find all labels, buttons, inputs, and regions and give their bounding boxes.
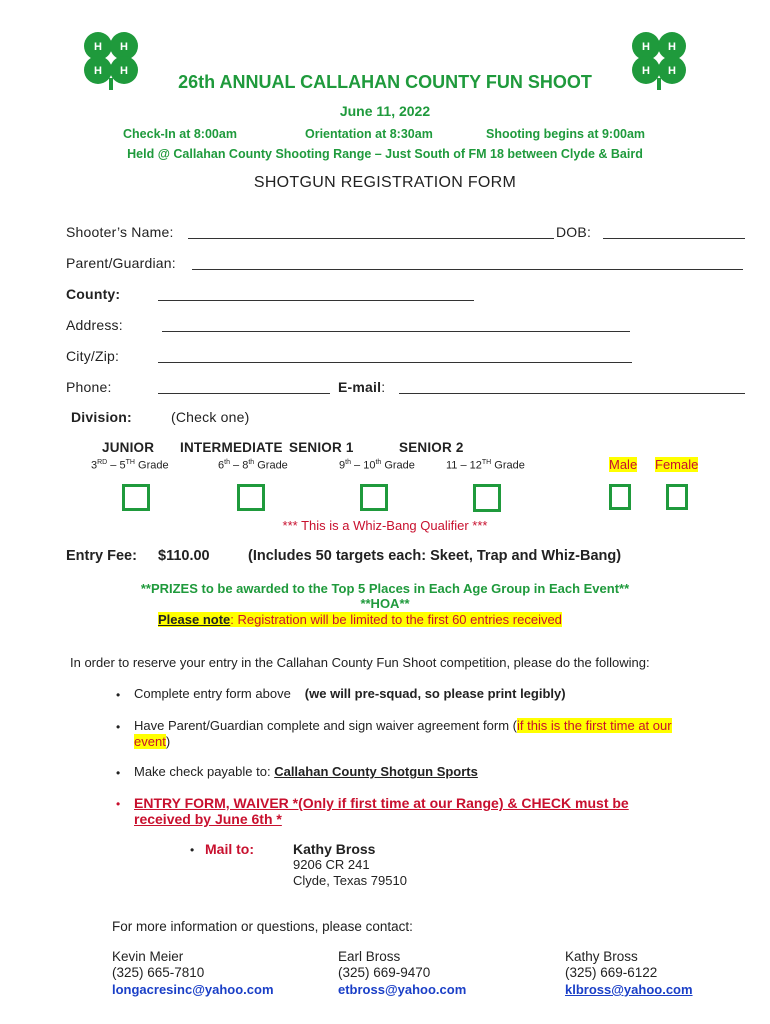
bullet-icon: • (116, 797, 121, 811)
svg-text:H: H (642, 41, 650, 53)
instruction-1-text: Complete entry form above (134, 686, 291, 701)
svg-text:H: H (94, 41, 102, 53)
contact-name: Kathy Bross (565, 949, 638, 964)
svg-text:H: H (642, 65, 650, 77)
intermediate-checkbox[interactable] (237, 484, 265, 511)
parent-field[interactable] (192, 269, 743, 270)
contact-email-link[interactable]: etbross@yahoo.com (338, 982, 467, 997)
senior1-label: SENIOR 1 (289, 440, 354, 455)
entry-fee-amount: $110.00 (158, 548, 210, 564)
female-checkbox[interactable] (666, 484, 688, 510)
shooter-name-field[interactable] (188, 238, 554, 239)
instruction-item-4: ENTRY FORM, WAIVER *(Only if first time at our Range) & CHECK must be (134, 795, 629, 811)
form-title: SHOTGUN REGISTRATION FORM (253, 174, 517, 191)
entry-fee-label: Entry Fee: (66, 548, 137, 564)
instruction-3-text: Make check payable to: (134, 764, 271, 779)
mail-city: Clyde, Texas 79510 (293, 873, 407, 888)
mail-street: 9206 CR 241 (293, 857, 370, 872)
contact-phone: (325) 669-6122 (565, 965, 658, 980)
bullet-icon: • (116, 766, 121, 780)
dob-field[interactable] (603, 238, 745, 239)
female-label: Female (655, 457, 699, 472)
event-location: Held @ Callahan County Shooting Range – Just South of FM 18 between Clyde & Baird (127, 147, 643, 161)
senior2-label: SENIOR 2 (399, 440, 464, 455)
junior-label: JUNIOR (102, 440, 155, 455)
event-title: 26th ANNUAL CALLAHAN COUNTY FUN SHOOT (178, 72, 592, 92)
qualifier-note: *** This is a Whiz-Bang Qualifier *** (282, 518, 488, 533)
instruction-item-2-cont (134, 734, 170, 749)
hoa-note: **HOA** (360, 596, 410, 611)
contact-name: Earl Bross (338, 949, 401, 964)
shooter-name-label: Shooter’s Name: (66, 224, 174, 240)
parent-label: Parent/Guardian: (66, 255, 176, 271)
svg-text:H: H (120, 65, 128, 77)
entry-fee-includes: (Includes 50 targets each: Skeet, Trap and Whiz-Bang) (248, 548, 622, 564)
senior1-grade: 9th – 10th Grade (339, 459, 415, 472)
senior2-grade: 11 – 12TH Grade (446, 459, 525, 472)
contact-email-link[interactable]: klbross@yahoo.com (565, 982, 693, 997)
svg-text:H: H (120, 41, 128, 53)
senior2-checkbox[interactable] (473, 484, 501, 512)
intermediate-grade: 6th – 8th Grade (218, 459, 288, 472)
instruction-item-4-cont: received by June 6th * (134, 811, 282, 827)
payable-to: Callahan County Shotgun Sports (274, 764, 478, 779)
instruction-item-1 (134, 686, 566, 701)
instruction-2-text: Have Parent/Guardian complete and sign waiver agreement form ( (134, 718, 517, 733)
division-label: Division: (71, 409, 132, 425)
instructions-intro: In order to reserve your entry in the Callahan County Fun Shoot competition, please do the following: (70, 655, 650, 670)
email-label-colon: : (381, 379, 386, 395)
junior-checkbox[interactable] (122, 484, 150, 511)
checkin-time: Check-In at 8:00am (123, 127, 237, 141)
contact-intro: For more information or questions, please contact: (112, 919, 413, 934)
male-label: Male (609, 457, 638, 472)
dob-label: DOB: (556, 224, 592, 240)
address-label: Address: (66, 317, 123, 333)
instruction-item-3 (134, 764, 478, 779)
please-note-text: : Registration will be limited to the first 60 entries received (230, 612, 562, 627)
cityzip-field[interactable] (158, 362, 632, 363)
shooting-time: Shooting begins at 9:00am (486, 127, 646, 141)
bullet-icon: • (190, 843, 195, 857)
instruction-1-emphasis: (we will pre-squad, so please print legibly) (304, 686, 566, 701)
prizes-note: **PRIZES to be awarded to the Top 5 Places in Each Age Group in Each Event** (140, 581, 630, 596)
contact-name: Kevin Meier (112, 949, 184, 964)
male-checkbox[interactable] (609, 484, 631, 510)
email-label (338, 379, 385, 395)
instruction-2-close: ) (165, 734, 171, 749)
svg-text:H: H (668, 65, 676, 77)
registration-limit-note (158, 612, 562, 627)
county-label: County: (66, 286, 121, 302)
phone-field[interactable] (158, 393, 330, 394)
event-date: June 11, 2022 (339, 103, 431, 119)
instruction-item-2 (134, 718, 672, 733)
contact-phone: (325) 669-9470 (338, 965, 431, 980)
bullet-icon: • (116, 720, 121, 734)
junior-grade: 3RD – 5TH Grade (91, 459, 169, 472)
orientation-time: Orientation at 8:30am (305, 127, 433, 141)
email-label-text: E-mail (338, 379, 382, 395)
please-note-label: Please note (158, 612, 231, 627)
intermediate-label: INTERMEDIATE (180, 440, 283, 455)
mail-to-label: Mail to: (205, 841, 254, 857)
senior1-checkbox[interactable] (360, 484, 388, 511)
svg-text:H: H (668, 41, 676, 53)
contact-email-link[interactable]: longacresinc@yahoo.com (112, 982, 274, 997)
county-field[interactable] (158, 300, 474, 301)
division-hint: (Check one) (171, 409, 250, 425)
svg-text:H: H (94, 65, 102, 77)
address-field[interactable] (162, 331, 630, 332)
contact-phone: (325) 665-7810 (112, 965, 205, 980)
instruction-2-highlight-cont: event (134, 734, 166, 749)
email-field[interactable] (399, 393, 745, 394)
phone-label: Phone: (66, 379, 112, 395)
instruction-2-highlight: if this is the first time at our (516, 718, 672, 733)
bullet-icon: • (116, 688, 121, 702)
cityzip-label: City/Zip: (66, 348, 120, 364)
mail-name: Kathy Bross (293, 841, 376, 857)
